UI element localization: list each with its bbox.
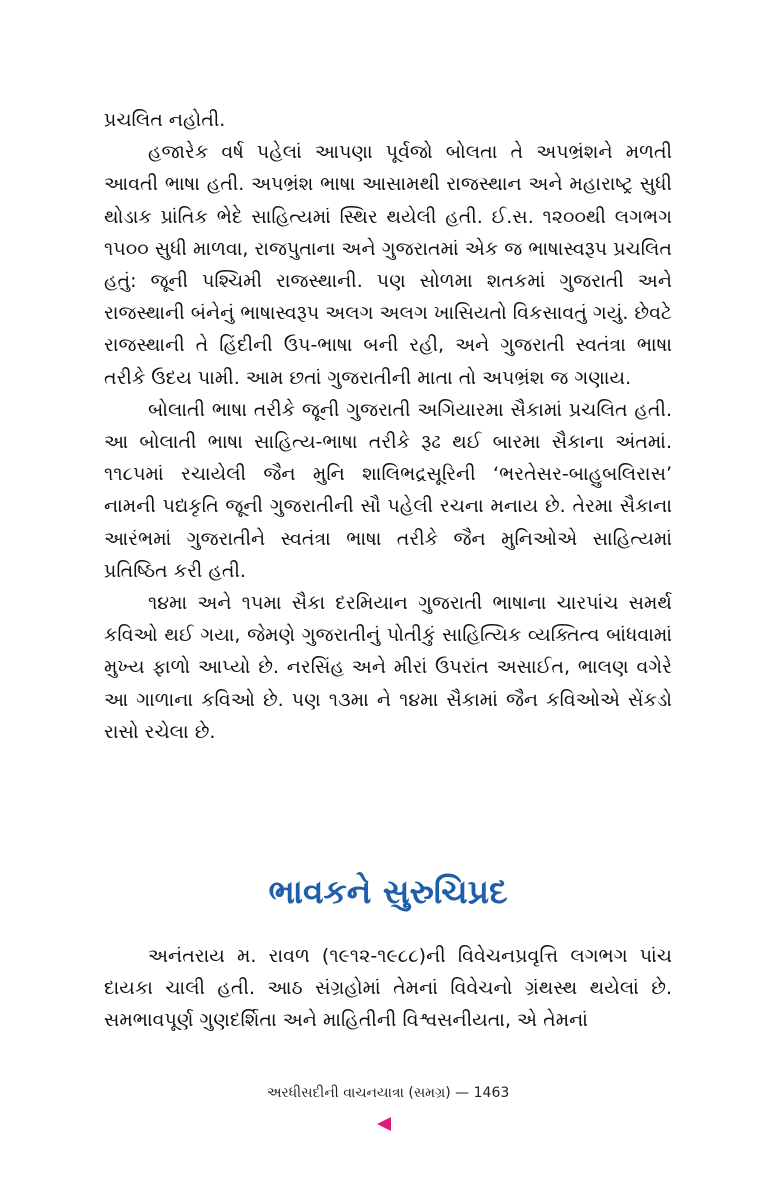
paragraph-old-gujarati: બોલાતી ભાષા તરીકે જૂની ગુજરાતી અગિયારમા સૈકામાં પ્રચલિત હતી. આ બોલાતી ભાષા સાહિત્ય-ભાષા તરીકે રૂઢ થઈ બારમા સૈકાના અંતમાં. ૧૧૮૫માં રચાયેલી જૈન મુનિ શાલિભદ્રસૂરિની ‘ભરતેસર-બાહુબલિરાસ’ નામની પદ્યકૃતિ જૂની ગુજરાતીની સૌ પહેલી રચના મનાય છે. તેરમા સૈકાના આરંભમાં ગુજરાતીને સ્વતંત્રા ભાષા તરીકે જૈન મુનિઓએ સાહિત્યમાં પ્રતિષ્ઠિત કરી હતી. [104, 398, 672, 582]
body-text-bottom [104, 940, 672, 1037]
body-text-top [104, 104, 672, 748]
paragraph-anantray-raval: અનંતરાય મ. રાવળ (૧૯૧૨-૧૯૮૮)ની વિવેચનપ્રવૃત્તિ લગભગ પાંચ દાયકા ચાલી હતી. આઠ સંગ્રહોમાં તેમનાં વિવેચનો ગ્રંથસ્થ થયેલાં છે. સમભાવપૂર્ણ ગુણદર્શિતા અને માહિતીની વિશ્વસનીયતા, એ તેમનાં [104, 945, 672, 1032]
page-footer: અરધીસદીની વાચનયાત્રા (સમગ્ર) — 1463 [266, 1085, 510, 1101]
paragraph-apabhramsha: હજારેક વર્ષ પહેલાં આપણા પૂર્વજો બોલતા તે અપભ્રંશને મળતી આવતી ભાષા હતી. અપભ્રંશ ભાષા આસામથી રાજસ્થાન અને મહારાષ્ટ્ર સુધી થોડાક પ્રાંતિક ભેદે સાહિત્યમાં સ્થિર થયેલી હતી. ઈ.સ. ૧૨૦૦થી લગભગ ૧૫૦૦ સુધી માળવા, રાજપુતાના અને ગુજરાતમાં એક જ ભાષાસ્વરૂપ પ્રચલિત હતું: જૂની પશ્ચિમી રાજસ્થાની. પણ સોળમા શતકમાં ગુજરાતી અને રાજસ્થાની બંનેનું ભાષાસ્વરૂપ અલગ અલગ ખાસિયતો વિકસાવતું ગયું. છેવટે રાજસ્થાની તે હિંદીની ઉપ-ભાષા બની રહી, અને ગુજરાતી સ્વતંત્રા ભાષા તરીકે ઉદય પામી. આમ છતાં ગુજરાતીની માતા તો અપભ્રંશ જ ગણાય. [104, 141, 672, 389]
paragraph-poets: ૧૪મા અને ૧૫મા સૈકા દરમિયાન ગુજરાતી ભાષાના ચારપાંચ સમર્થ કવિઓ થઈ ગયા, જેમણે ગુજરાતીનું પોતીકું સાહિત્યિક વ્યક્તિત્વ બાંધવામાં મુખ્ય ફાળો આપ્યો છે. નરસિંહ અને મીરાં ઉપરાંત અસાઈત, ભાલણ વગેરે આ ગાળાના કવિઓ છે. પણ ૧૩મા ને ૧૪મા સૈકામાં જૈન કવિઓએ સેંકડો રાસો રચેલા છે. [104, 592, 672, 743]
section-heading: ભાવકને સુરુચિપ્રદ [268, 872, 508, 911]
paragraph-continuation: પ્રચલિત નહોતી. [104, 109, 226, 131]
left-triangle-icon[interactable] [377, 1117, 391, 1131]
